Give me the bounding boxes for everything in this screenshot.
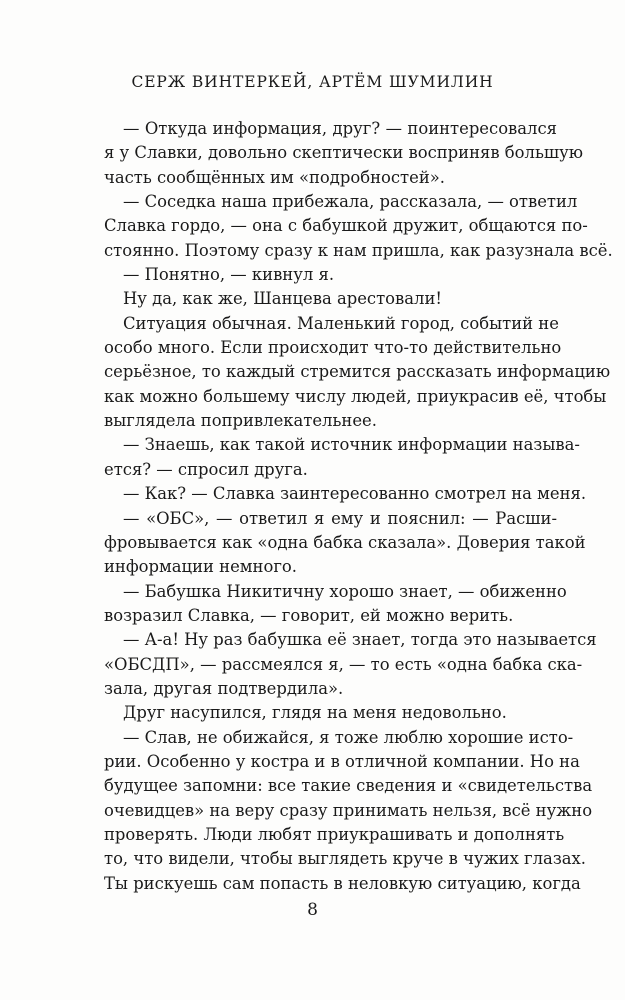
text-line: — Бабушка Никитичну хорошо знает, — обиженно [123,581,567,601]
text-line: выглядела попривлекательнее. [104,411,377,431]
text-line: я у Славки, довольно скептически восприняв большую [104,143,584,163]
running-header: СЕРЖ ВИНТЕРКЕЙ, АРТЁМ ШУМИЛИН [131,73,494,91]
text-line: фровывается как «одна бабка сказала». Доверия такой [104,532,586,552]
text-line: Ну да, как же, Шанцева арестовали! [123,289,442,309]
text-line: рии. Особенно у костра и в отличной компании. Но на [104,751,580,771]
text-line: Ты рискуешь сам попасть в неловкую ситуацию, когда [104,873,581,893]
text-line: особо много. Если происходит что-то действительно [104,338,562,358]
text-line: как можно большему числу людей, приукрасив её, чтобы [104,386,607,406]
text-line: ется? — спросил друга. [104,459,308,479]
text-line: возразил Славка, — говорит, ей можно верить. [104,605,514,625]
text-line: — Как? — Славка заинтересованно смотрел на меня. [123,484,587,504]
text-line: часть сообщённых им «подробностей». [104,167,445,187]
text-line: — Слав, не обижайся, я тоже люблю хорошие исто- [123,727,574,747]
text-line: зала, другая подтвердила». [104,678,344,698]
text-line: очевидцев» на веру сразу принимать нельзя, всё нужно [104,800,593,820]
text-line: серьёзное, то каждый стремится рассказать информацию [104,362,611,382]
text-line: стоянно. Поэтому сразу к нам пришла, как разузнала всё. [104,240,613,260]
page-body-text [104,117,613,896]
text-line: — Откуда информация, друг? — поинтересовался [123,119,557,138]
text-line: будущее запомни: все такие сведения и «свидетельства [104,776,593,796]
text-line: — «ОБС», — ответил я ему и пояснил: — Расши- [123,508,557,528]
text-line: — Соседка наша прибежала, рассказала, — ответил [123,192,578,212]
text-line: Ситуация обычная. Маленький город, событий не [123,313,559,333]
text-line: — Понятно, — кивнул я. [123,265,335,285]
text-line: — Знаешь, как такой источник информации называ- [123,435,580,455]
text-line: — А-а! Ну раз бабушка её знает, тогда это называется [123,630,597,650]
text-line: проверять. Люди любят приукрашивать и дополнять [104,824,565,844]
text-line: информации немного. [104,557,297,577]
text-line: «ОБСДП», — рассмеялся я, — то есть «одна бабка ска- [104,654,583,674]
text-line: Славка гордо, — она с бабушкой дружит, общаются по- [104,216,588,236]
page-number: 8 [307,900,318,920]
text-line: Друг насупился, глядя на меня недовольно. [123,703,507,723]
text-line: то, что видели, чтобы выглядеть круче в чужих глазах. [104,849,586,869]
